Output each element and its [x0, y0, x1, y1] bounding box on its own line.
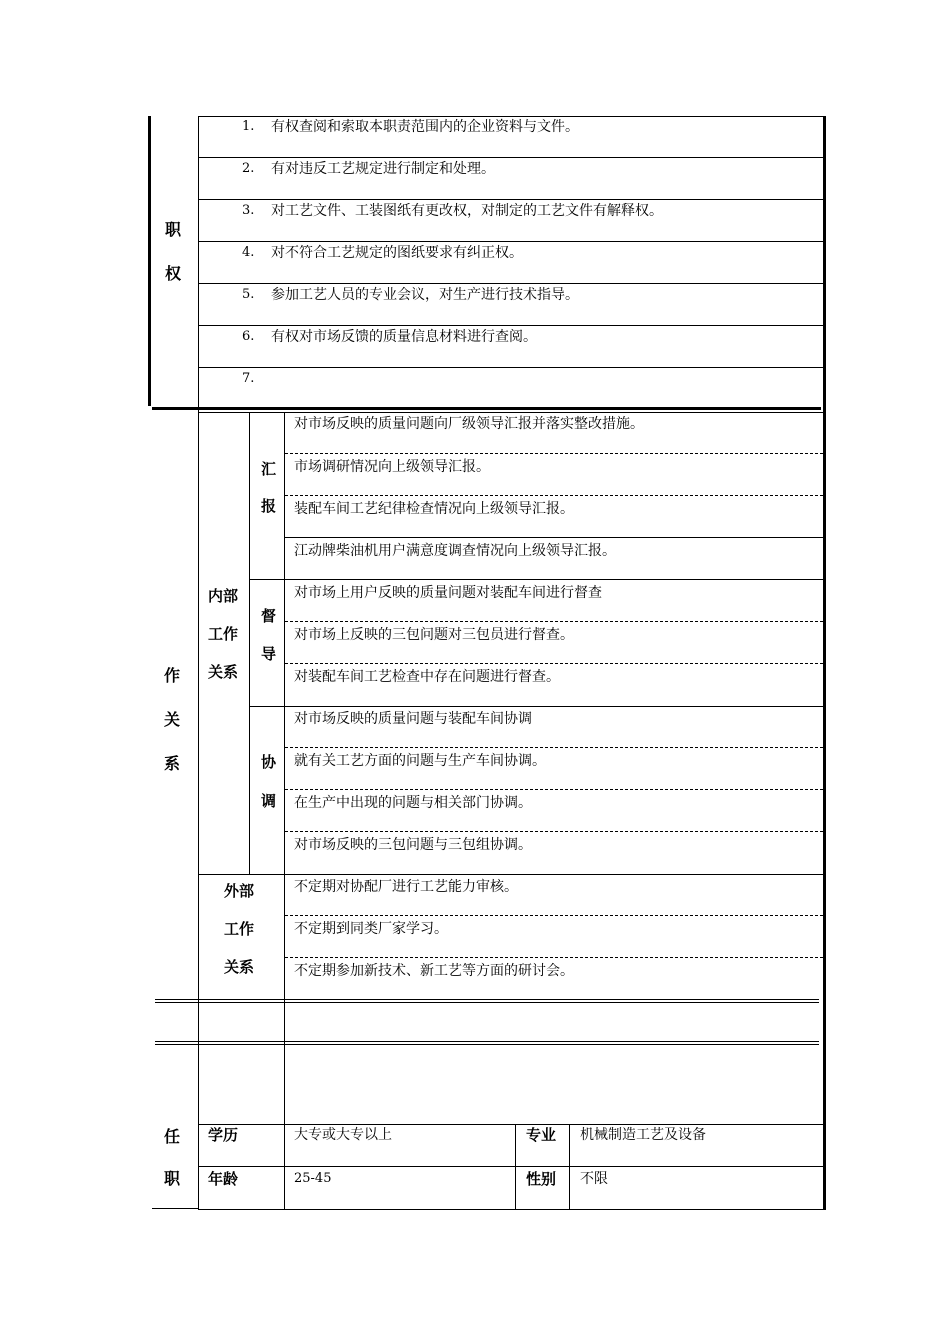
authority-item-text: 有对违反工艺规定进行制定和处理。 [271, 161, 495, 177]
report-item: 装配车间工艺纪律检查情况向上级领导汇报。 [294, 501, 574, 517]
major-label: 专业 [526, 1126, 557, 1144]
content-divider [284, 412, 285, 1210]
empty-row-line [155, 999, 819, 1003]
qualification-top-line [199, 1124, 824, 1125]
authority-label: 职 [165, 220, 182, 239]
authority-item-number: 2. [242, 161, 255, 176]
authority-item-number: 7. [242, 371, 255, 386]
coordinate-label: 调 [261, 792, 277, 810]
relations-label: 系 [164, 754, 181, 773]
table-bottom-line [199, 1209, 824, 1210]
authority-label-divider [198, 116, 199, 1210]
coordinate-row-line [285, 789, 823, 790]
authority-item-number: 6. [242, 329, 255, 344]
report-item: 江动牌柴油机用户满意度调查情况向上级领导汇报。 [294, 543, 616, 559]
coordinate-row-line [285, 831, 823, 832]
authority-row-line [199, 283, 824, 284]
education-label: 学历 [208, 1126, 239, 1144]
education-value: 大专或大专以上 [294, 1127, 392, 1143]
authority-item-number: 1. [242, 119, 255, 134]
supervise-label: 导 [261, 645, 277, 663]
report-item: 市场调研情况向上级领导汇报。 [294, 459, 490, 475]
internal-relations-label: 内部 [208, 587, 239, 605]
report-item: 对市场反映的质量问题向厂级领导汇报并落实整改措施。 [294, 416, 644, 432]
report-row-line [285, 495, 823, 496]
qualification-label: 任 [164, 1127, 181, 1146]
supervise-label: 督 [261, 607, 277, 625]
section-divider [152, 407, 821, 410]
coordinate-item: 在生产中出现的问题与相关部门协调。 [294, 795, 532, 811]
authority-row-line [199, 241, 824, 242]
external-item: 不定期到同类厂家学习。 [294, 921, 448, 937]
internal-relations-label: 工作 [208, 625, 239, 643]
report-row-line [285, 537, 823, 538]
coordinate-item: 对市场反映的质量问题与装配车间协调 [294, 711, 532, 727]
authority-row-line [199, 157, 824, 158]
authority-label: 权 [165, 264, 182, 283]
supervise-bottom-line [250, 706, 824, 707]
external-relations-label: 工作 [224, 920, 255, 938]
supervise-item: 对市场上用户反映的质量问题对装配车间进行督查 [294, 585, 602, 601]
external-row-line [285, 957, 823, 958]
report-row-line [285, 453, 823, 454]
authority-row-line [199, 325, 824, 326]
empty-row-line [155, 1041, 819, 1045]
coordinate-label: 协 [261, 753, 277, 771]
supervise-row-line [285, 663, 823, 664]
external-relations-label: 外部 [224, 882, 255, 900]
report-bottom-line [250, 579, 824, 580]
table-right-border [823, 116, 826, 1210]
authority-item-text: 参加工艺人员的专业会议，对生产进行技术指导。 [271, 287, 579, 303]
supervise-row-line [285, 621, 823, 622]
supervise-item: 对装配车间工艺检查中存在问题进行督查。 [294, 669, 560, 685]
age-value: 25-45 [294, 1171, 332, 1186]
major-label-left-divider [515, 1124, 516, 1210]
authority-item-text: 对不符合工艺规定的图纸要求有纠正权。 [271, 245, 523, 261]
section-divider-inner [199, 412, 824, 413]
authority-item-number: 3. [242, 203, 255, 218]
authority-row-line [199, 199, 824, 200]
internal-bottom-line [199, 874, 824, 875]
external-item: 不定期参加新技术、新工艺等方面的研讨会。 [294, 963, 574, 979]
authority-item-text: 对工艺文件、工装图纸有更改权，对制定的工艺文件有解释权。 [271, 203, 663, 219]
table-bottom-line [152, 1208, 199, 1209]
external-row-line [285, 915, 823, 916]
relations-label: 作 [164, 666, 181, 685]
major-label-right-divider [569, 1124, 570, 1210]
external-item: 不定期对协配厂进行工艺能力审核。 [294, 879, 518, 895]
internal-label-divider [249, 412, 250, 874]
age-label: 年龄 [208, 1170, 239, 1188]
coordinate-item: 对市场反映的三包问题与三包组协调。 [294, 837, 532, 853]
gender-value: 不限 [580, 1171, 608, 1187]
external-relations-label: 关系 [224, 958, 255, 976]
authority-item-text: 有权对市场反馈的质量信息材料进行查阅。 [271, 329, 537, 345]
report-label: 汇 [261, 460, 277, 478]
internal-relations-label: 关系 [208, 663, 239, 681]
authority-item-number: 5. [242, 287, 255, 302]
coordinate-item: 就有关工艺方面的问题与生产车间协调。 [294, 753, 546, 769]
qualification-row-line [199, 1166, 824, 1167]
gender-label: 性别 [526, 1170, 557, 1188]
coordinate-row-line [285, 747, 823, 748]
authority-row-line [199, 367, 824, 368]
report-label: 报 [261, 497, 277, 515]
authority-top-border [199, 116, 824, 117]
authority-item-text: 有权查阅和索取本职责范围内的企业资料与文件。 [271, 119, 579, 135]
authority-item-number: 4. [242, 245, 255, 260]
relations-label: 关 [164, 710, 181, 729]
qualification-label: 职 [164, 1169, 181, 1188]
supervise-item: 对市场上反映的三包问题对三包员进行督查。 [294, 627, 574, 643]
major-value: 机械制造工艺及设备 [580, 1127, 706, 1143]
table-left-border [148, 116, 151, 406]
